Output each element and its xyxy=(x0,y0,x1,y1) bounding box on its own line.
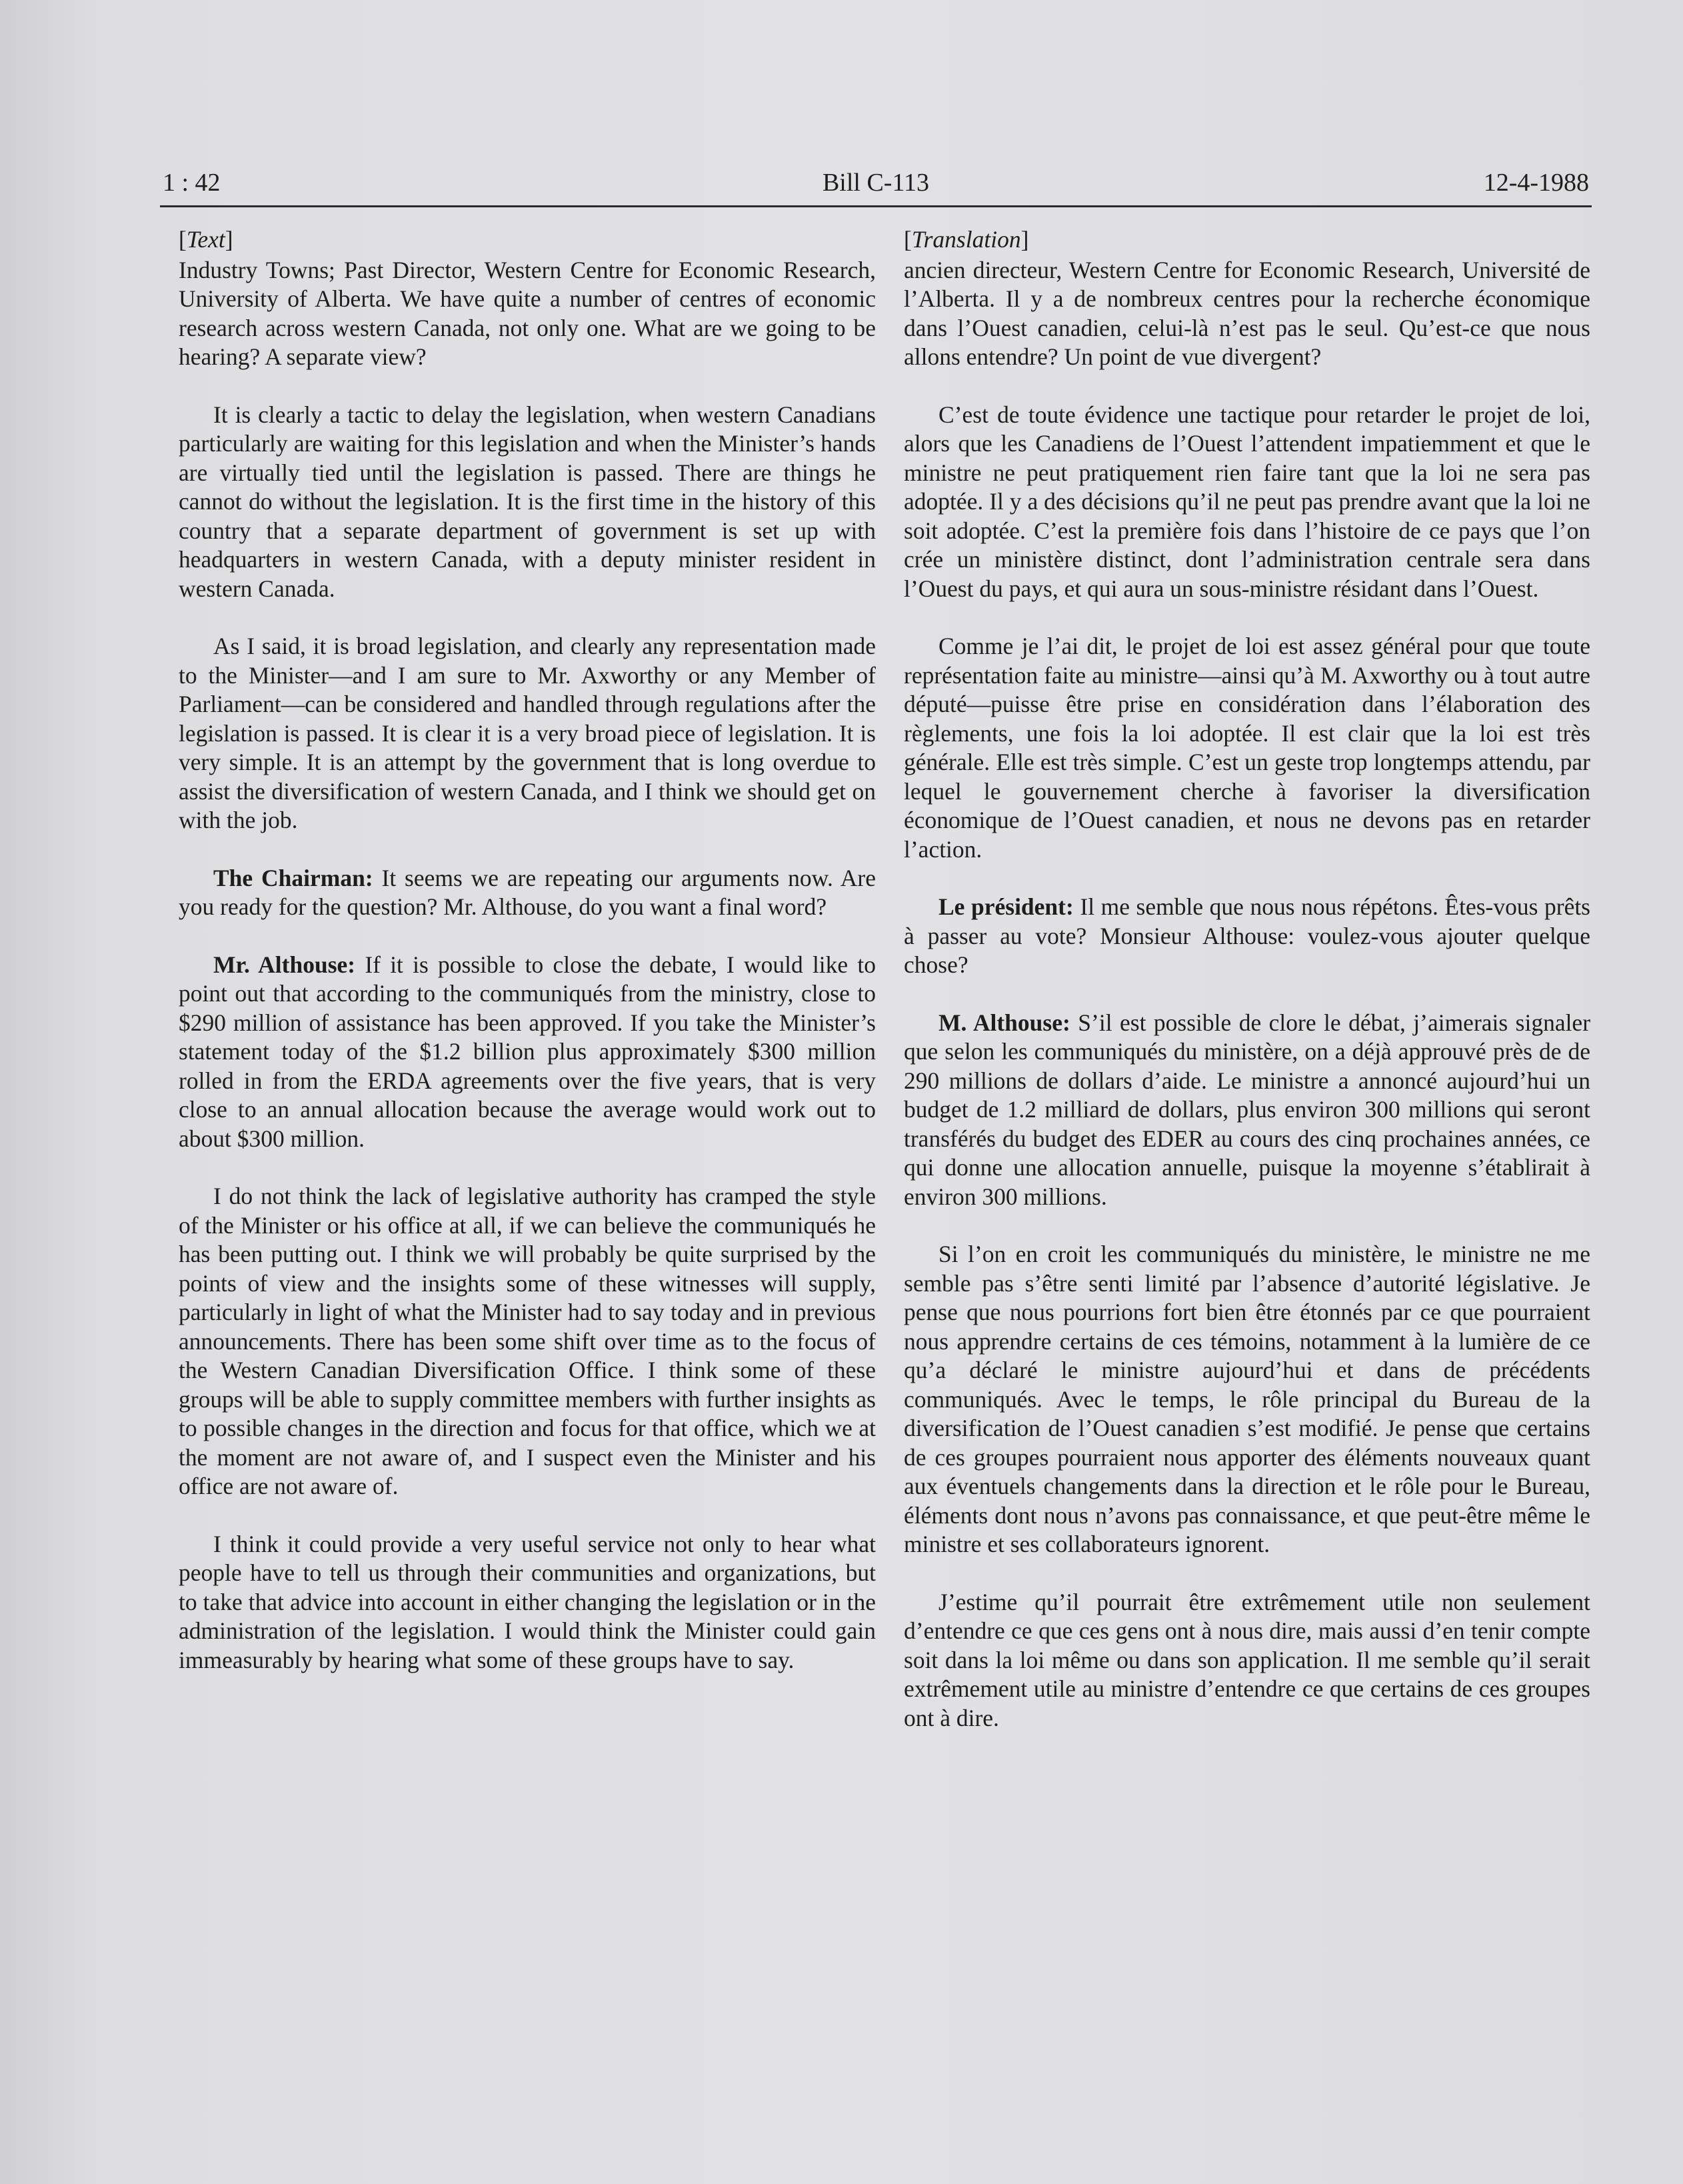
speaker-name: M. Althouse: xyxy=(938,1009,1070,1036)
speaker-name: Le président: xyxy=(938,893,1074,920)
page-header xyxy=(160,165,1592,207)
paragraph: Le président: Il me semble que nous nous répétons. Êtes-vous prêts à passer au vote? Monsieur Althouse: voulez-vous ajouter quelque chose? xyxy=(904,893,1591,978)
page-number: 1 : 42 xyxy=(163,169,221,197)
text-tag: [Text] xyxy=(179,226,233,253)
paragraph: I do not think the lack of legislative authority has cramped the style of the Minister or his office at all, if we can believe the communiqués he has been putting out. I think we will probably be quite surprised by the points of view and the insights some of these witnesses will supply, particularly in light of what the Minister had to say today and in previous announcements. There has been some shift over time as to the focus of the Western Canadian Diversification Office. I think some of these groups will be able to supply committee members with further insights as to possible changes in the direction and focus for that office, which we at the moment are not aware of, and I suspect even the Minister and his office are not aware of. xyxy=(179,1183,876,1499)
bill-title: Bill C-113 xyxy=(822,169,930,197)
paragraph: The Chairman: It seems we are repeating our arguments now. Are you ready for the question? Mr. Althouse, do you want a final word? xyxy=(179,864,876,920)
paragraph: As I said, it is broad legislation, and clearly any representation made to the Minister—and I am sure to Mr. Axworthy or any Member of Parliament—can be considered and handled through regulations after the legislation is passed. It is clear it is a very broad piece of legislation. It is very simple. It is an attempt by the government that is long overdue to assist the diversification of western Canada, and I think we should get on with the job. xyxy=(179,633,876,833)
paragraph: Mr. Althouse: If it is possible to close the debate, I would like to point out that according to the communiqués from the ministry, close to $290 million of assistance has been approved. If you take the Minister’s statement today of the $1.2 billion plus approximately $300 million rolled in from the ERDA agreements over the five years, that is very close to an annual allocation because the average would work out to about $300 million. xyxy=(179,951,876,1152)
paragraph: ancien directeur, Western Centre for Economic Research, Université de l’Alberta. Il y a de nombreux centres pour la recherche économique dans l’Ouest canadien, celui-là n’est pas le seul. Qu’est-ce que nous allons entendre? Un point de vue divergent? xyxy=(904,256,1590,370)
speaker-name: Mr. Althouse: xyxy=(213,951,356,978)
paragraph: J’estime qu’il pourrait être extrêmement utile non seulement d’entendre ce que ces gens ont à nous dire, mais aussi d’en tenir compte soit dans la loi même ou dans son application. Il me semble qu’il serait extrêmement utile au ministre d’entendre ce que certains de ces groupes ont à dire. xyxy=(904,1588,1590,1731)
paragraph: Si l’on en croit les communiqués du ministère, le ministre ne me semble pas s’être senti limité par l’absence d’autorité législative. Je pense que nous pourrions fort bien être étonnés par ce que pourraient nous apprendre certains de ces témoins, notamment à la lumière de ce qu’a déclaré le ministre aujourd’hui et dans de précédents communiqués. Avec le temps, le rôle principal du Bureau de la diversification de l’Ouest canadien s’est modifié. Je pense que certains de ces groupes pourraient nous apporter des éléments nouveaux quant aux éventuels changements dans la direction et le rôle pour le Bureau, éléments dont nous n’avons pas connaissance, et que peut-être même le ministre et ses collaborateurs ignorent. xyxy=(904,1241,1590,1557)
paragraph: Industry Towns; Past Director, Western Centre for Economic Research, University of Alberta. We have quite a number of centres of economic research across western Canada, not only one. What are we going to be hearing? A separate view? xyxy=(179,256,876,370)
french-column xyxy=(904,225,1590,1761)
speaker-name: The Chairman: xyxy=(213,864,373,891)
translation-tag: [Translation] xyxy=(904,226,1029,253)
page-date: 12-4-1988 xyxy=(1483,169,1589,197)
paragraph: M. Althouse: S’il est possible de clore le débat, j’aimerais signaler que selon les communiqués du ministère, on a déjà approuvé près de de 290 millions de dollars d’aide. Le ministre a annoncé aujourd’hui un budget de 1.2 milliard de dollars, plus environ 300 millions qui seront transférés du budget des EDER au cours des cinq prochaines années, ce qui donne une allocation annuelle, puisque la moyenne s’établirait à environ 300 millions. xyxy=(904,1009,1591,1210)
paragraph: It is clearly a tactic to delay the legislation, when western Canadians particularly are waiting for this legislation and when the Minister’s hands are virtually tied until the legislation is passed. There are things he cannot do without the legislation. It is the first time in the history of this country that a separate department of government is set up with headquarters in western Canada, with a deputy minister resident in western Canada. xyxy=(179,401,876,602)
english-column xyxy=(179,225,876,1703)
paragraph: Comme je l’ai dit, le projet de loi est assez général pour que toute représentation faite au ministre—ainsi qu’à M. Axworthy ou à tout autre député—puisse être prise en considération dans l’élaboration des règlements, une fois la loi adoptée. Il est clair que la loi est très générale. Elle est très simple. C’est un geste trop longtemps attendu, par lequel le gouvernement cherche à favoriser la diversification économique de l’Ouest canadien, et nous ne devons pas en retarder l’action. xyxy=(904,633,1590,863)
paragraph: I think it could provide a very useful service not only to hear what people have to tell us through their communities and organizations, but to take that advice into account in either changing the legislation or in the administration of the legislation. I would think the Minister could gain immeasurably by hearing what some of these groups have to say. xyxy=(179,1530,876,1673)
paragraph: C’est de toute évidence une tactique pour retarder le projet de loi, alors que les Canadiens de l’Ouest l’attendent impatiemment et que le ministre ne peut pratiquement rien faire tant que la loi ne sera pas adoptée. Il y a des décisions qu’il ne peut pas prendre avant que la loi ne soit adoptée. C’est la première fois dans l’histoire de ce pays que l’on crée un ministère distinct, dont l’administration centrale sera dans l’Ouest du pays, et qui aura un sous-ministre résidant dans l’Ouest. xyxy=(904,401,1590,602)
